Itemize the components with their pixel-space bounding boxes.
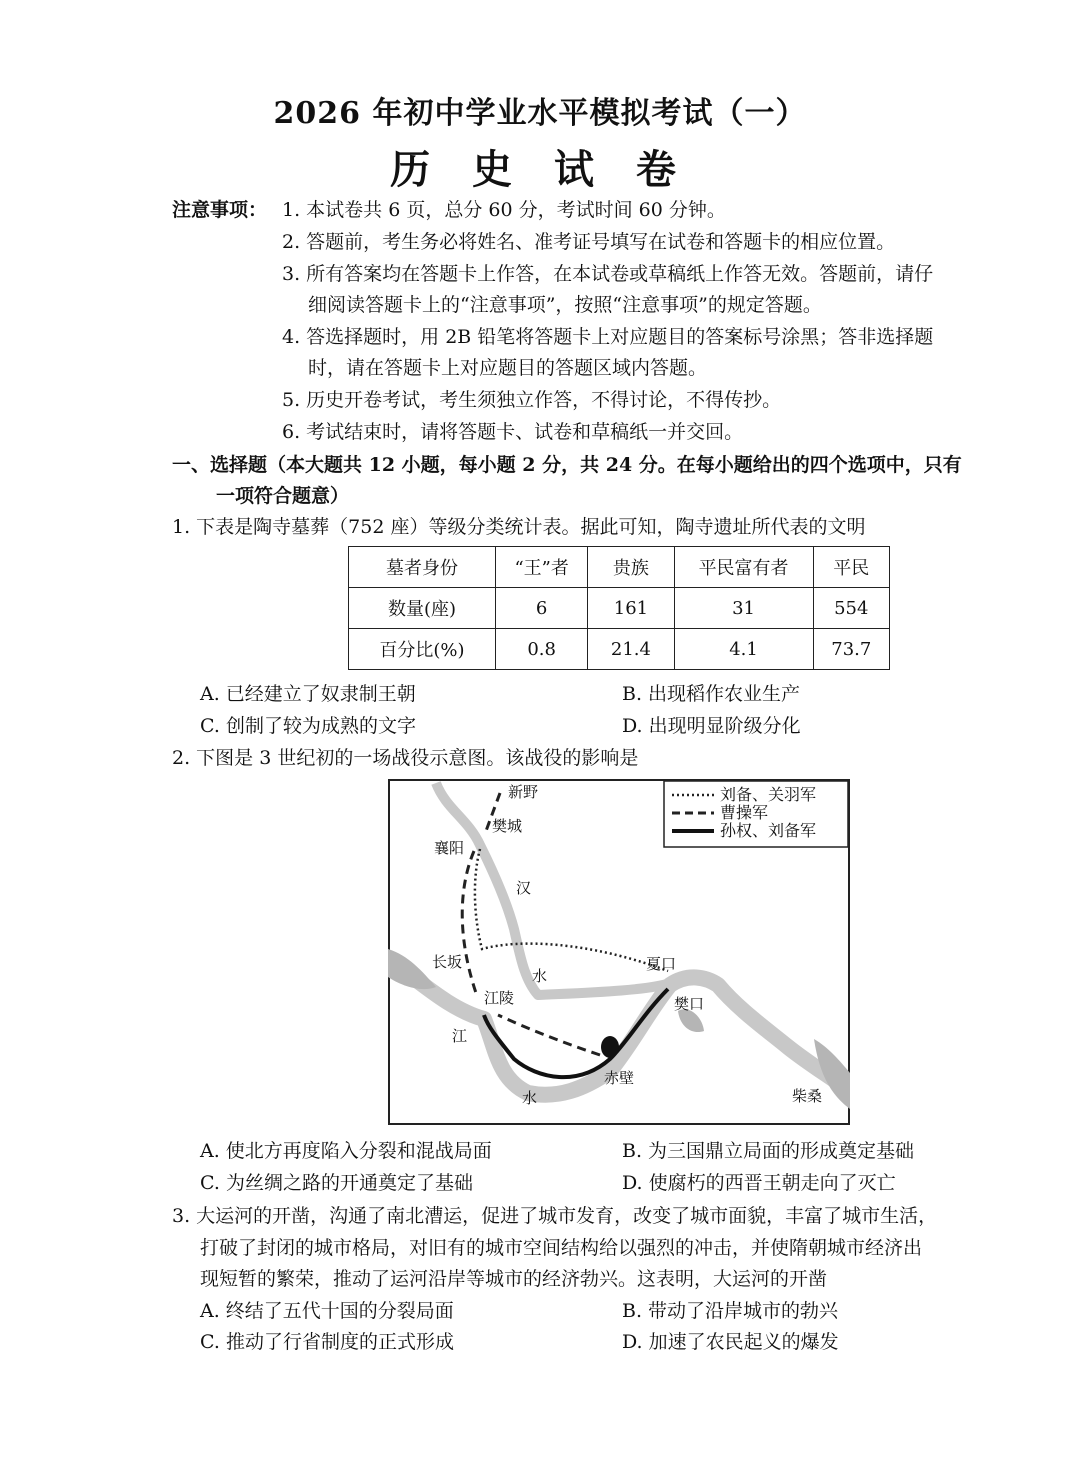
q3-stem: 3. 大运河的开凿，沟通了南北漕运，促进了城市发育，改变了城市面貌，丰富了城市生活， xyxy=(172,1205,938,1227)
q1-option-b: B. 出现稻作农业生产 xyxy=(622,683,801,705)
table-header-cell: 墓者身份 xyxy=(349,547,496,588)
notice-item: 2. 答题前，考生务必将姓名、准考证号填写在试卷和答题卡的相应位置。 xyxy=(282,231,896,253)
exam-subject: 历 史 试 卷 xyxy=(390,146,690,193)
q2-option-c: C. 为丝绸之路的开通奠定了基础 xyxy=(200,1172,473,1194)
table-cell: 73.7 xyxy=(813,629,889,670)
battle-map xyxy=(388,779,850,1125)
legend-label: 曹操军 xyxy=(720,803,769,822)
table-cell: 百分比(%) xyxy=(349,629,496,670)
place-label: 新野 xyxy=(508,783,539,801)
q1-option-c: C. 创制了较为成熟的文字 xyxy=(200,715,416,737)
place-label: 水 xyxy=(522,1089,538,1107)
table-cell: 6 xyxy=(495,588,587,629)
q3-stem: 打破了封闭的城市格局，对旧有的城市空间结构给以强烈的冲击，并使隋朝城市经济出 xyxy=(200,1237,923,1259)
q3-option-c: C. 推动了行省制度的正式形成 xyxy=(200,1331,454,1353)
place-label: 襄阳 xyxy=(434,839,465,857)
place-label: 汉 xyxy=(516,879,532,897)
section-heading: 一、选择题（本大题共 12 小题，每小题 2 分，共 24 分。在每小题给出的四个选项中，只有 xyxy=(172,454,962,476)
table-row xyxy=(349,629,890,670)
battle-site-marker xyxy=(601,1036,619,1058)
notice-item: 细阅读答题卡上的“注意事项”，按照“注意事项”的规定答题。 xyxy=(308,294,822,316)
place-label: 柴桑 xyxy=(792,1087,823,1105)
q2-option-b: B. 为三国鼎立局面的形成奠定基础 xyxy=(622,1140,915,1162)
q1-option-d: D. 出现明显阶级分化 xyxy=(622,715,801,737)
table-cell: 数量(座) xyxy=(349,588,496,629)
table-header-row xyxy=(349,547,890,588)
place-label: 夏口 xyxy=(646,955,677,973)
place-label: 长坂 xyxy=(432,953,463,971)
place-label: 樊城 xyxy=(492,817,523,835)
place-label: 樊口 xyxy=(674,995,705,1013)
q2-option-d: D. 使腐朽的西晋王朝走向了灭亡 xyxy=(622,1172,896,1194)
q3-option-a: A. 终结了五代十国的分裂局面 xyxy=(200,1300,454,1322)
table-cell: 554 xyxy=(813,588,889,629)
notice-item: 时，请在答题卡上对应题目的答题区域内答题。 xyxy=(308,357,708,379)
q3-stem: 现短暂的繁荣，推动了运河沿岸等城市的经济勃兴。这表明，大运河的开凿 xyxy=(200,1268,828,1290)
place-label: 水 xyxy=(532,967,548,985)
q2-stem: 2. 下图是 3 世纪初的一场战役示意图。该战役的影响是 xyxy=(172,747,639,769)
notice-item: 3. 所有答案均在答题卡上作答，在本试卷或草稿纸上作答无效。答题前，请仔 xyxy=(282,263,934,285)
notice-item: 6. 考试结束时，请将答题卡、试卷和草稿纸一并交回。 xyxy=(282,421,744,443)
q1-stem: 1. 下表是陶寺墓葬（752 座）等级分类统计表。据此可知，陶寺遗址所代表的文明 xyxy=(172,516,866,538)
table-cell: 31 xyxy=(674,588,813,629)
table-header-cell: “王”者 xyxy=(495,547,587,588)
notice-item: 1. 本试卷共 6 页，总分 60 分，考试时间 60 分钟。 xyxy=(282,199,726,221)
table-cell: 21.4 xyxy=(588,629,674,670)
place-label: 江陵 xyxy=(484,989,515,1007)
table-cell: 4.1 xyxy=(674,629,813,670)
table-header-cell: 平民富有者 xyxy=(674,547,813,588)
legend-label: 孙权、刘备军 xyxy=(720,821,817,840)
q3-option-b: B. 带动了沿岸城市的勃兴 xyxy=(622,1300,839,1322)
table-header-cell: 平民 xyxy=(813,547,889,588)
table-cell: 161 xyxy=(588,588,674,629)
table-cell: 0.8 xyxy=(495,629,587,670)
place-label: 江 xyxy=(452,1027,468,1045)
place-label: 赤壁 xyxy=(604,1069,635,1087)
q1-option-a: A. 已经建立了奴隶制王朝 xyxy=(200,683,416,705)
section-heading-cont: 一项符合题意） xyxy=(216,485,350,507)
notice-item: 5. 历史开卷考试，考生须独立作答，不得讨论，不得传抄。 xyxy=(282,389,782,411)
legend-label: 刘备、关羽军 xyxy=(720,785,817,804)
q3-option-d: D. 加速了农民起义的爆发 xyxy=(622,1331,839,1353)
q2-option-a: A. 使北方再度陷入分裂和混战局面 xyxy=(200,1140,492,1162)
notice-label: 注意事项： xyxy=(172,199,268,221)
table-row xyxy=(349,588,890,629)
notice-item: 4. 答选择题时，用 2B 铅笔将答题卡上对应题目的答案标号涂黑；答非选择题 xyxy=(282,326,934,348)
table-header-cell: 贵族 xyxy=(588,547,674,588)
exam-title: 2026 年初中学业水平模拟考试（一） xyxy=(273,96,807,131)
q1-table xyxy=(348,546,890,670)
